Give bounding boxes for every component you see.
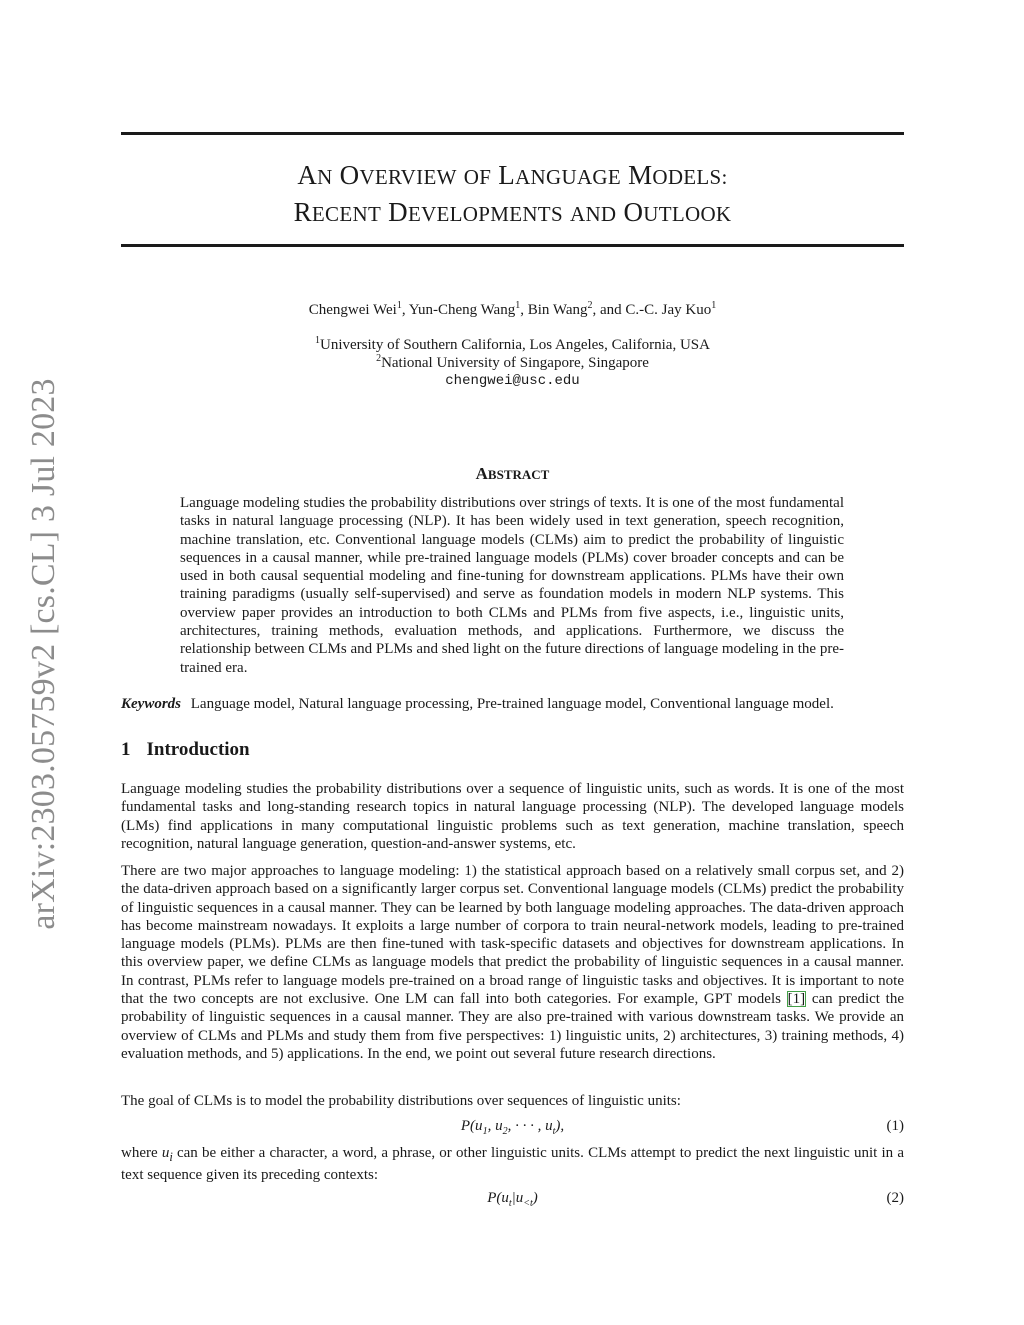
author-name: Chengwei Wei: [308, 302, 397, 318]
keywords-text: Language model, Natural language processing, Pre-trained language model, Conventional language model.: [190, 696, 834, 712]
author-name: Bin Wang: [527, 302, 588, 318]
title-line-1: [121, 158, 904, 195]
section-number: 1: [121, 739, 131, 760]
affiliation-mark: 1: [315, 335, 321, 346]
affiliation-mark: 1: [515, 300, 521, 311]
paper-title: [121, 158, 904, 232]
keywords-label: Keywords: [121, 696, 181, 712]
author-separator: , and: [592, 302, 626, 318]
equation-expression: $P(u_t|u_{<t})$: [487, 1190, 538, 1209]
intro-paragraph-3: The goal of CLMs is to model the probability distributions over sequences of linguistic units:: [121, 1093, 681, 1109]
equation-expression: $P(u_1$, $u_2$, · · · , $u_t$),: [460, 1118, 565, 1137]
paragraph-text: can be either a character, a word, a phrase, or other linguistic units. CLMs attempt to predict the next linguistic unit in a text sequence given its preceding contexts:: [121, 1145, 904, 1184]
keywords-line: [121, 695, 911, 713]
affiliation-mark: 2: [376, 353, 382, 364]
author-name: C.-C. Jay Kuo: [625, 302, 712, 318]
paragraph-text: where: [121, 1145, 162, 1161]
intro-paragraph-2: [121, 862, 904, 1063]
title-line-2: [121, 195, 904, 232]
title-word: OF: [463, 165, 492, 189]
section-title: Introduction: [146, 739, 250, 760]
paragraph-text: There are two major approaches to language modeling: 1) the statistical approach based on a relatively small corpus set, and 2) the data-driven approach based on a significantly larger corpus set. Conventional language models (CLMs) predict the probability of linguistic sequences in a causal manner. They can be learned by both language modeling approaches. The data-driven approach has become mainstream nowadays. It exploits a large number of corpora to train neural-network models, leading to pre-trained language models (PLMs). PLMs are then fine-tuned with task-specific datasets and objectives for downstream applications. In this overview paper, we define CLMs as language models that predict the probability of linguistic sequences in a causal manner. In contrast, PLMs refer to language models pre-trained on a broad range of linguistic tasks and objectives. It is important to note that the two concepts are not exclusive. One LM can fall into both categories. For example, GPT models: [121, 863, 904, 1008]
author-separator: ,: [401, 302, 409, 318]
affiliation-text: University of Southern California, Los Angeles, California, USA: [320, 337, 710, 353]
author-email[interactable]: chengwei@usc.edu: [445, 373, 580, 389]
affiliations: [121, 336, 904, 390]
title-word: OVERVIEW: [339, 160, 457, 190]
title-word: MODELS:: [628, 160, 728, 190]
equation-number: (1): [886, 1118, 904, 1134]
intro-paragraph-4: [121, 1144, 904, 1185]
affiliation-mark: 1: [396, 300, 402, 311]
author-name: Yun-Cheng Wang: [408, 302, 516, 318]
affiliation-line: [121, 336, 904, 354]
abstract-text: Language modeling studies the probability distributions over strings of texts. It is one of the most fundamental tasks in natural language processing (NLP). It has been widely used in text generation, speech recognition, machine translation, etc. Conventional language models (CLMs) aim to predict the probability of linguistic sequences in a causal manner, while pre-trained language models (PLMs) cover broader concepts and can be used in both causal sequential modeling and fine-tuning for downstream applications. PLMs have their own training paradigms (usually self-supervised) and serve as foundation models in modern NLP systems. This overview paper provides an introduction to both CLMs and PLMs from five aspects, i.e., linguistic units, architectures, training methods, evaluation methods, and applications. Furthermore, we discuss the relationship between CLMs and PLMs and shed light on the future directions of language modeling in the pre-trained era.: [180, 495, 844, 676]
affiliation-line: [121, 354, 904, 372]
affiliation-text: National University of Singapore, Singapore: [381, 355, 649, 371]
title-rule-bottom: [121, 244, 904, 247]
inline-math: $u_i$: [161, 1145, 173, 1164]
equation-number: (2): [886, 1190, 904, 1206]
arxiv-side-identifier: arXiv:2303.05759v2 [cs.CL] 3 Jul 2023: [25, 378, 62, 930]
section-heading: [121, 739, 250, 761]
title-word: AN: [297, 160, 333, 190]
title-word: AND: [569, 202, 617, 226]
title-word: RECENT: [293, 197, 382, 227]
author-list: [121, 300, 904, 320]
title-rule-top: [121, 132, 904, 135]
citation-link[interactable]: [1]: [787, 991, 806, 1008]
affiliation-mark: 1: [711, 300, 717, 311]
title-word: OUTLOOK: [623, 197, 732, 227]
affiliation-mark: 2: [587, 300, 593, 311]
intro-paragraph-1: Language modeling studies the probability distributions over a sequence of linguistic units, such as words. It is one of the most fundamental tasks and long-standing research topics in natural language processing (NLP). The developed language models (LMs) find applications in many computational linguistic problems such as text generation, machine translation, speech recognition, natural language generation, question-and-answer systems, etc.: [121, 781, 904, 852]
title-word: LANGUAGE: [498, 160, 621, 190]
title-word: DEVELOPMENTS: [388, 197, 563, 227]
paragraph-text: can predict the probability of linguistic sequences in a causal manner. They are also pre-trained with various downstream tasks. We provide an overview of CLMs and PLMs and study them from five perspectives: 1) linguistic units, 2) architectures, 3) training methods, 4) evaluation methods, and 5) applications. In the end, we point out several future research directions.: [121, 991, 904, 1062]
author-separator: ,: [520, 302, 528, 318]
abstract-heading: ABSTRACT: [475, 464, 550, 483]
